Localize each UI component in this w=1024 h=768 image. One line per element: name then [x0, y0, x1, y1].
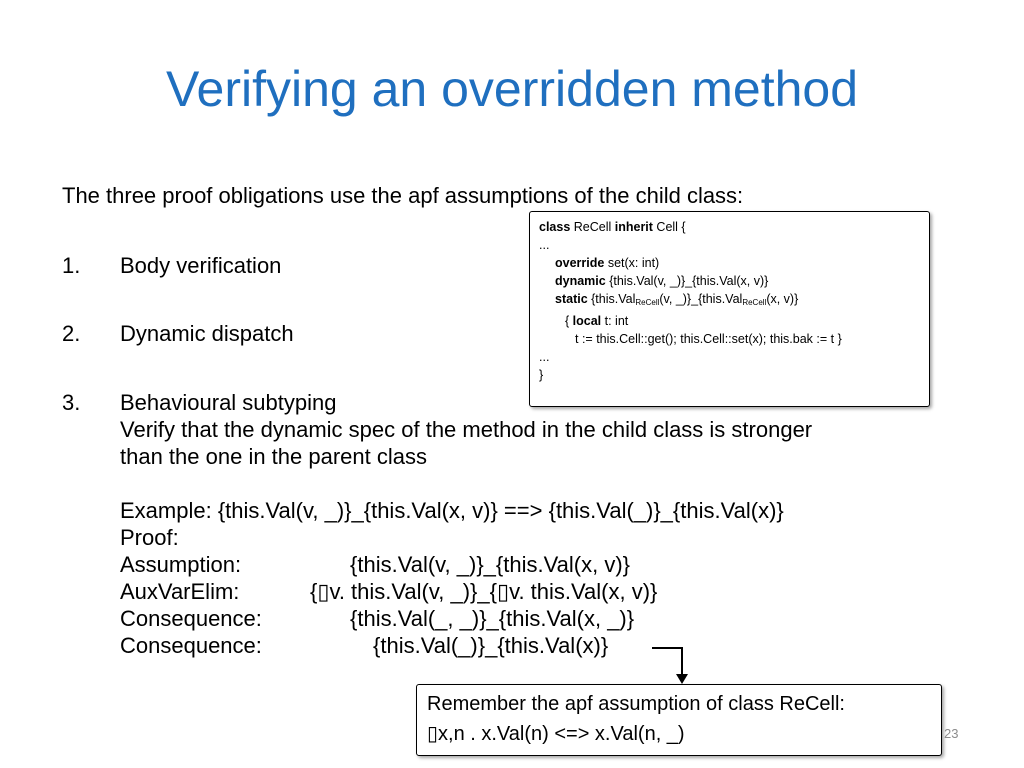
- code-line: [539, 290, 929, 312]
- proof-step-formula: {this.Val(_, _)}_{this.Val(x, _)}: [350, 606, 635, 631]
- code-line: ...: [539, 238, 550, 252]
- keyword-dynamic: dynamic: [555, 274, 606, 288]
- proof-step-formula: {▯v. this.Val(v, _)}_{▯v. this.Val(x, v)}: [310, 579, 658, 604]
- proof-step: [120, 632, 608, 659]
- list-text: Body verification: [120, 253, 282, 278]
- subtyping-line-2: than the one in the parent class: [120, 444, 427, 469]
- list-number: 1.: [62, 253, 81, 278]
- proof-step: [120, 551, 630, 578]
- code-line: t := this.Cell::get(); this.Cell::set(x); this.bak := t }: [575, 332, 842, 346]
- code-override-sig: set(x: int): [604, 256, 660, 270]
- keyword-override: override: [555, 256, 605, 270]
- code-static-sub: ReCell: [742, 298, 767, 307]
- code-line: }: [539, 368, 544, 382]
- code-body-open: {: [565, 314, 573, 328]
- intro-text: The three proof obligations use the apf assumptions of the child class:: [62, 183, 744, 208]
- code-local-decl: t: int: [601, 314, 629, 328]
- subtyping-line-1: Verify that the dynamic spec of the method in the child class is stronger: [120, 417, 813, 442]
- code-static-a: {this.Val: [587, 292, 636, 306]
- code-parent: Cell {: [652, 220, 686, 234]
- page-number: 23: [944, 726, 959, 741]
- example-line: Example: {this.Val(v, _)}_{this.Val(x, v)} ==> {this.Val(_)}_{this.Val(x)}: [120, 498, 784, 523]
- keyword-class: class: [539, 220, 571, 234]
- list-text: Behavioural subtyping: [120, 390, 337, 415]
- code-line: [539, 312, 929, 330]
- proof-step-label: Assumption:: [120, 552, 242, 577]
- code-static-sub: ReCell: [635, 298, 660, 307]
- code-static-c: (x, v)}: [766, 292, 799, 306]
- code-class-name: ReCell: [570, 220, 615, 234]
- code-line: [539, 272, 929, 290]
- arrow-down-icon: [652, 644, 692, 686]
- code-line: [539, 254, 929, 272]
- proof-step-formula: {this.Val(_)}_{this.Val(x)}: [373, 633, 609, 658]
- proof-label: Proof:: [120, 525, 179, 550]
- code-dynamic-spec: {this.Val(v, _)}_{this.Val(x, v)}: [605, 274, 769, 288]
- slide-title: Verifying an overridden method: [165, 61, 859, 117]
- list-number: 2.: [62, 321, 81, 346]
- code-static-b: (v, _)}_{this.Val: [659, 292, 743, 306]
- list-text: Dynamic dispatch: [120, 321, 294, 346]
- remember-box: [416, 684, 942, 756]
- keyword-inherit: inherit: [614, 220, 653, 234]
- proof-step-formula: {this.Val(v, _)}_{this.Val(x, v)}: [350, 552, 631, 577]
- code-line: ...: [539, 350, 550, 364]
- code-line: [539, 218, 929, 236]
- proof-step-label: AuxVarElim:: [120, 579, 240, 604]
- keyword-local: local: [572, 314, 602, 328]
- remember-line-1: Remember the apf assumption of class ReCell:: [427, 693, 845, 715]
- proof-step: [120, 605, 634, 632]
- proof-step-label: Consequence:: [120, 606, 262, 631]
- code-box: [529, 211, 930, 407]
- proof-step: [120, 578, 657, 605]
- list-number: 3.: [62, 390, 81, 415]
- proof-step-label: Consequence:: [120, 633, 262, 658]
- keyword-static: static: [555, 292, 588, 306]
- remember-line-2: ▯x,n . x.Val(n) <=> x.Val(n, _): [427, 723, 685, 745]
